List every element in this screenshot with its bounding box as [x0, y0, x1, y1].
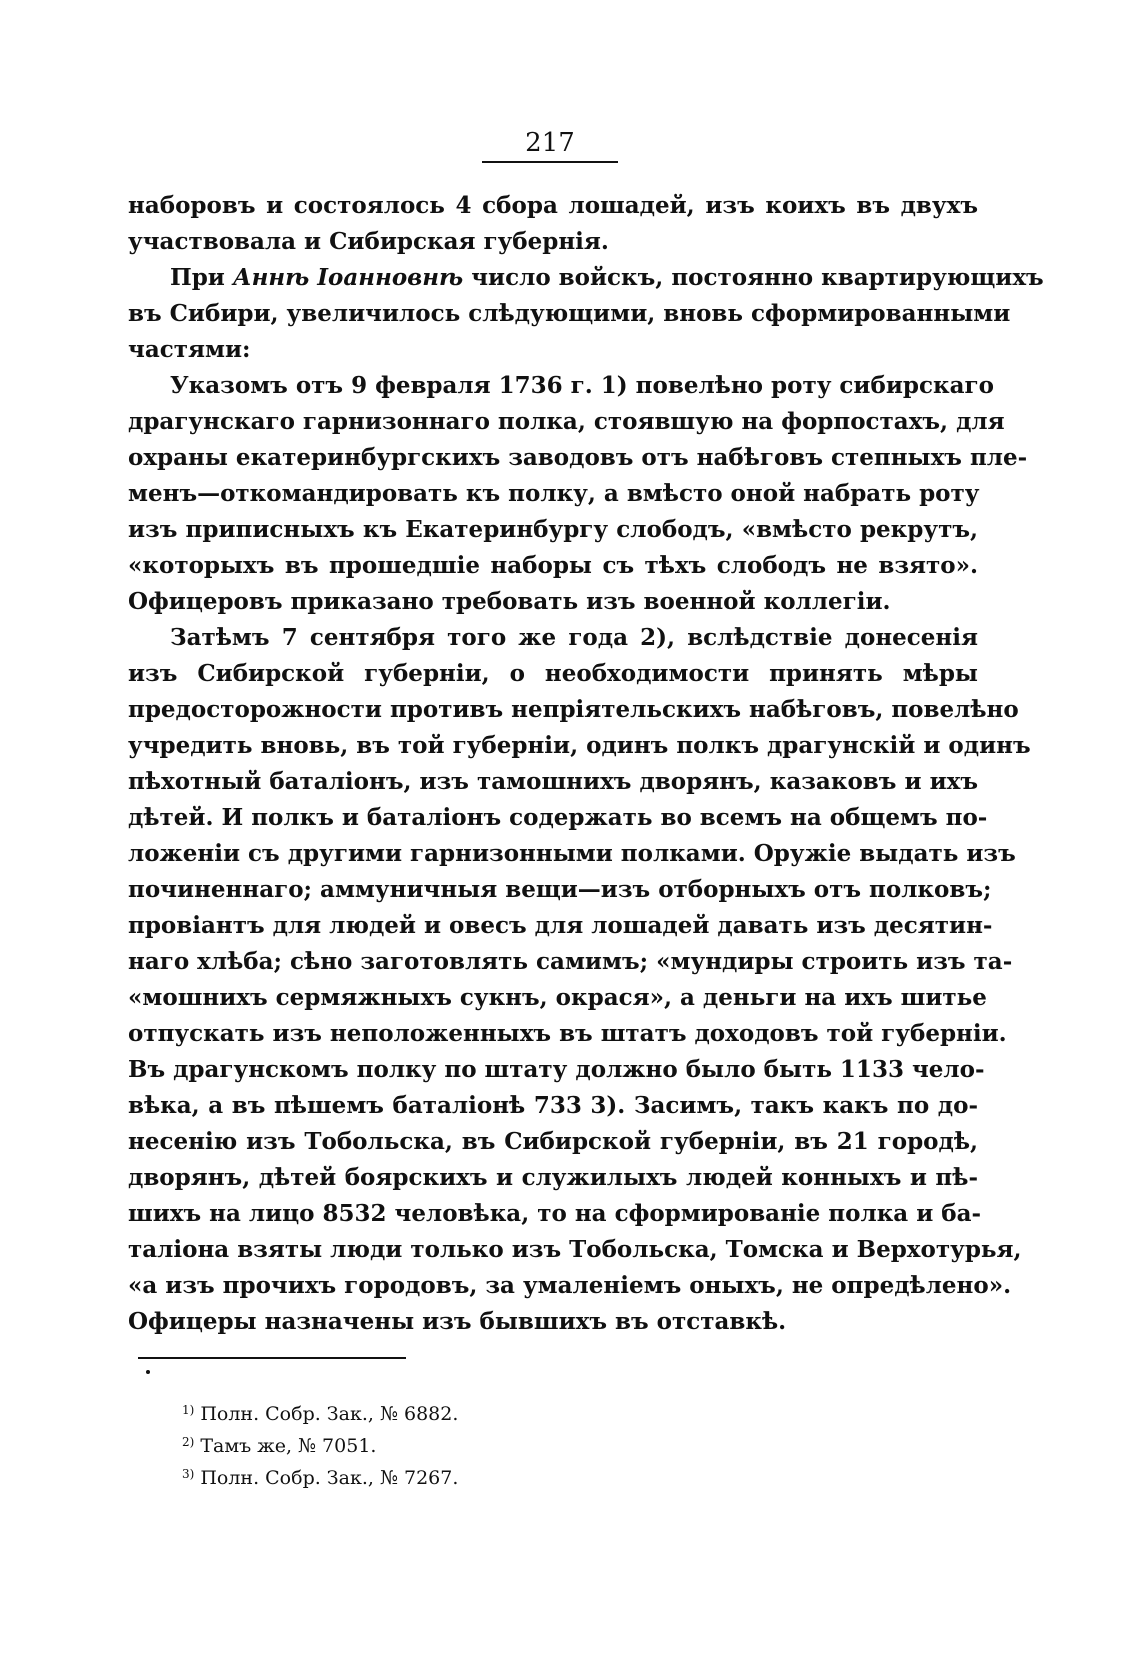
text-line: учредить вновь, въ той губерніи, одинъ полкъ драгунскій и одинъ — [128, 732, 1031, 759]
text-line: драгунскаго гарнизоннаго полка, стоявшую на форпостахъ, для — [128, 408, 1005, 435]
text-line: «которыхъ въ прошедшіе наборы съ тѣхъ слободъ не взято». — [128, 552, 978, 579]
text-line: изъ приписныхъ къ Екатеринбургу слободъ, «вмѣсто рекрутъ, — [128, 516, 978, 543]
italic-name: Аннѣ Іоанновнѣ — [232, 264, 464, 291]
text-line: шихъ на лицо 8532 человѣка, то на сформированіе полка и ба- — [128, 1200, 982, 1227]
footnote-mark: 2) — [182, 1435, 195, 1449]
footnote-rule — [138, 1357, 406, 1359]
footnote-text: Тамъ же, № 7051. — [200, 1435, 377, 1457]
footnote-text: Полн. Собр. Зак., № 6882. — [200, 1403, 459, 1425]
footnote — [182, 1394, 682, 1426]
footnote-mark: 3) — [182, 1467, 195, 1481]
footnote-mark: 1) — [182, 1403, 195, 1417]
text-line: провіантъ для людей и овесъ для лошадей давать изъ десятин- — [128, 912, 993, 939]
text-line: охраны екатеринбургскихъ заводовъ отъ набѣговъ степныхъ пле- — [128, 444, 1028, 471]
text-line: частями: — [128, 336, 251, 363]
text-line: въ Сибири, увеличилось слѣдующими, вновь сформированными — [128, 300, 1011, 327]
text-line: починеннаго; аммуничныя вещи—изъ отборныхъ отъ полковъ; — [128, 876, 992, 903]
text-line: предосторожности противъ непріятельскихъ набѣговъ, повелѣно — [128, 696, 1019, 723]
page-number: 217 — [525, 128, 575, 158]
footnote — [182, 1458, 682, 1490]
text-line: «мошнихъ сермяжныхъ сукнъ, окрася», а деньги на ихъ шитье — [128, 984, 987, 1011]
text-line: пѣхотный баталіонъ, изъ тамошнихъ дворянъ, казаковъ и ихъ — [128, 768, 978, 795]
text-line: участвовала и Сибирская губернія. — [128, 228, 609, 255]
text-line: Офицеры назначены изъ бывшихъ въ отставкѣ. — [128, 1308, 787, 1335]
page-number-rule — [482, 161, 618, 163]
footnote-dot — [146, 1370, 150, 1374]
text-line: дѣтей. И полкъ и баталіонъ содержать во всемъ на общемъ по- — [128, 804, 988, 831]
text-line: Затѣмъ 7 сентября того же года 2), вслѣдствіе донесенія — [170, 624, 978, 651]
text-line — [128, 260, 1044, 296]
body-text — [128, 188, 1044, 1340]
text-line: Указомъ отъ 9 февраля 1736 г. 1) повелѣно роту сибирскаго — [170, 372, 994, 399]
text-line: дворянъ, дѣтей боярскихъ и служилыхъ людей конныхъ и пѣ- — [128, 1164, 978, 1191]
text-line-prefix: При — [170, 264, 233, 291]
text-line: менъ—откомандировать къ полку, а вмѣсто оной набрать роту — [128, 480, 980, 507]
text-line: вѣка, а въ пѣшемъ баталіонѣ 733 3). Засимъ, такъ какъ по до- — [128, 1092, 978, 1119]
text-line: «а изъ прочихъ городовъ, за умаленіемъ оныхъ, не опредѣлено». — [128, 1272, 1012, 1299]
footnote-text: Полн. Собр. Зак., № 7267. — [200, 1467, 459, 1489]
text-line-rest: число войскъ, постоянно квартирующихъ — [463, 264, 1044, 291]
text-line: Въ драгунскомъ полку по штату должно было быть 1133 чело- — [128, 1056, 985, 1083]
footnotes — [182, 1394, 682, 1490]
text-line: несенію изъ Тобольска, въ Сибирской губерніи, въ 21 городѣ, — [128, 1128, 978, 1155]
text-line: таліона взяты люди только изъ Тобольска, Томска и Верхотурья, — [128, 1236, 1022, 1263]
text-line: наго хлѣба; сѣно заготовлять самимъ; «мундиры строить изъ та- — [128, 948, 1013, 975]
text-line: изъ Сибирской губерніи, о необходимости принять мѣры — [128, 660, 978, 687]
text-line: наборовъ и состоялось 4 сбора лошадей, изъ коихъ въ двухъ — [128, 192, 978, 219]
text-line: Офицеровъ приказано требовать изъ военной коллегіи. — [128, 588, 891, 615]
text-line: ложеніи съ другими гарнизонными полками. Оружіе выдать изъ — [128, 840, 1016, 867]
footnote — [182, 1426, 682, 1458]
text-line: отпускать изъ неположенныхъ въ штатъ доходовъ той губерніи. — [128, 1020, 1007, 1047]
